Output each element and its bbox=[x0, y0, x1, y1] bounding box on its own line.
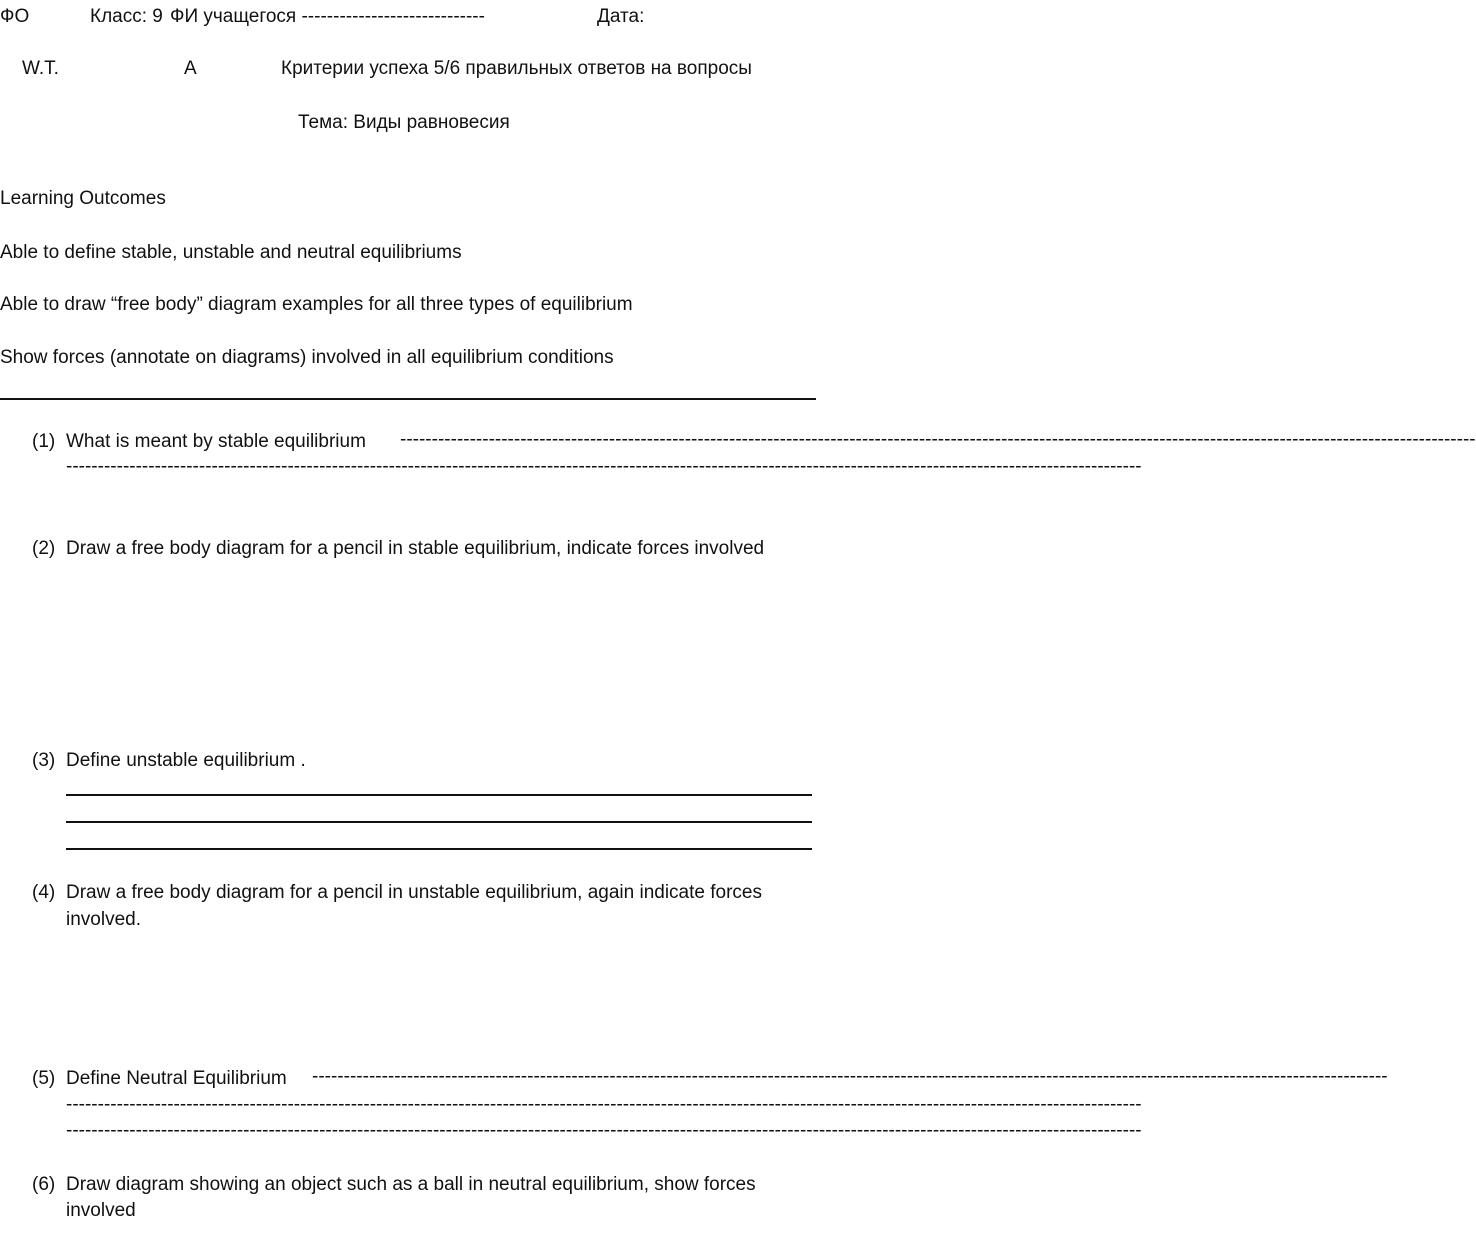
outcome-item: Show forces (annotate on diagrams) involved in all equilibrium conditions bbox=[0, 347, 614, 368]
outcomes-heading: Learning Outcomes bbox=[0, 188, 166, 209]
success-criteria: Критерии успеха 5/6 правильных ответов на вопросы bbox=[281, 58, 752, 79]
question-text: Draw a free body diagram for a pencil in unstable equilibrium, again indicate forces bbox=[66, 882, 762, 903]
question-number: (2) bbox=[32, 538, 56, 559]
question-text-continued: involved bbox=[66, 1200, 136, 1221]
section-divider bbox=[0, 398, 816, 400]
answer-line: -------------------------------------------------------------------------------------------------------------------------------------------------------------------------- bbox=[66, 1094, 1142, 1115]
date-label: Дата: bbox=[597, 6, 645, 27]
outcome-item: Able to draw “free body” diagram examples for all three types of equilibrium bbox=[0, 294, 633, 315]
question-text: What is meant by stable equilibrium bbox=[66, 431, 366, 452]
outcome-item: Able to define stable, unstable and neutral equilibriums bbox=[0, 242, 462, 263]
question-text: Draw diagram showing an object such as a ball in neutral equilibrium, show forces bbox=[66, 1174, 756, 1195]
answer-line: -------------------------------------------------------------------------------------------------------------------------------------------------------------------------- bbox=[66, 1120, 1142, 1141]
student-name-label: ФИ учащегося ----------------------------- bbox=[170, 6, 485, 27]
answer-line bbox=[66, 794, 812, 796]
question-number: (4) bbox=[32, 882, 56, 903]
topic-title: Тема: Виды равновесия bbox=[298, 112, 510, 133]
question-text: Draw a free body diagram for a pencil in stable equilibrium, indicate forces involved bbox=[66, 538, 765, 559]
answer-line: -------------------------------------------------------------------------------------------------------------------------------------------------------------------------- bbox=[400, 429, 1476, 450]
question-text: Define unstable equilibrium . bbox=[66, 750, 306, 771]
fo-label: ФО bbox=[0, 6, 30, 27]
question-number: (6) bbox=[32, 1174, 56, 1195]
answer-line: -------------------------------------------------------------------------------------------------------------------------------------------------------------------------- bbox=[312, 1066, 1388, 1087]
a-label: A bbox=[184, 58, 197, 79]
answer-line bbox=[66, 821, 812, 823]
question-number: (5) bbox=[32, 1068, 56, 1089]
class-label: Класс: 9 bbox=[90, 6, 163, 27]
wt-label: W.T. bbox=[22, 58, 59, 79]
question-number: (1) bbox=[32, 431, 56, 452]
question-number: (3) bbox=[32, 750, 56, 771]
answer-line: -------------------------------------------------------------------------------------------------------------------------------------------------------------------------- bbox=[66, 456, 1142, 477]
answer-line bbox=[66, 848, 812, 850]
question-text-continued: involved. bbox=[66, 909, 141, 930]
question-text: Define Neutral Equilibrium bbox=[66, 1068, 287, 1089]
